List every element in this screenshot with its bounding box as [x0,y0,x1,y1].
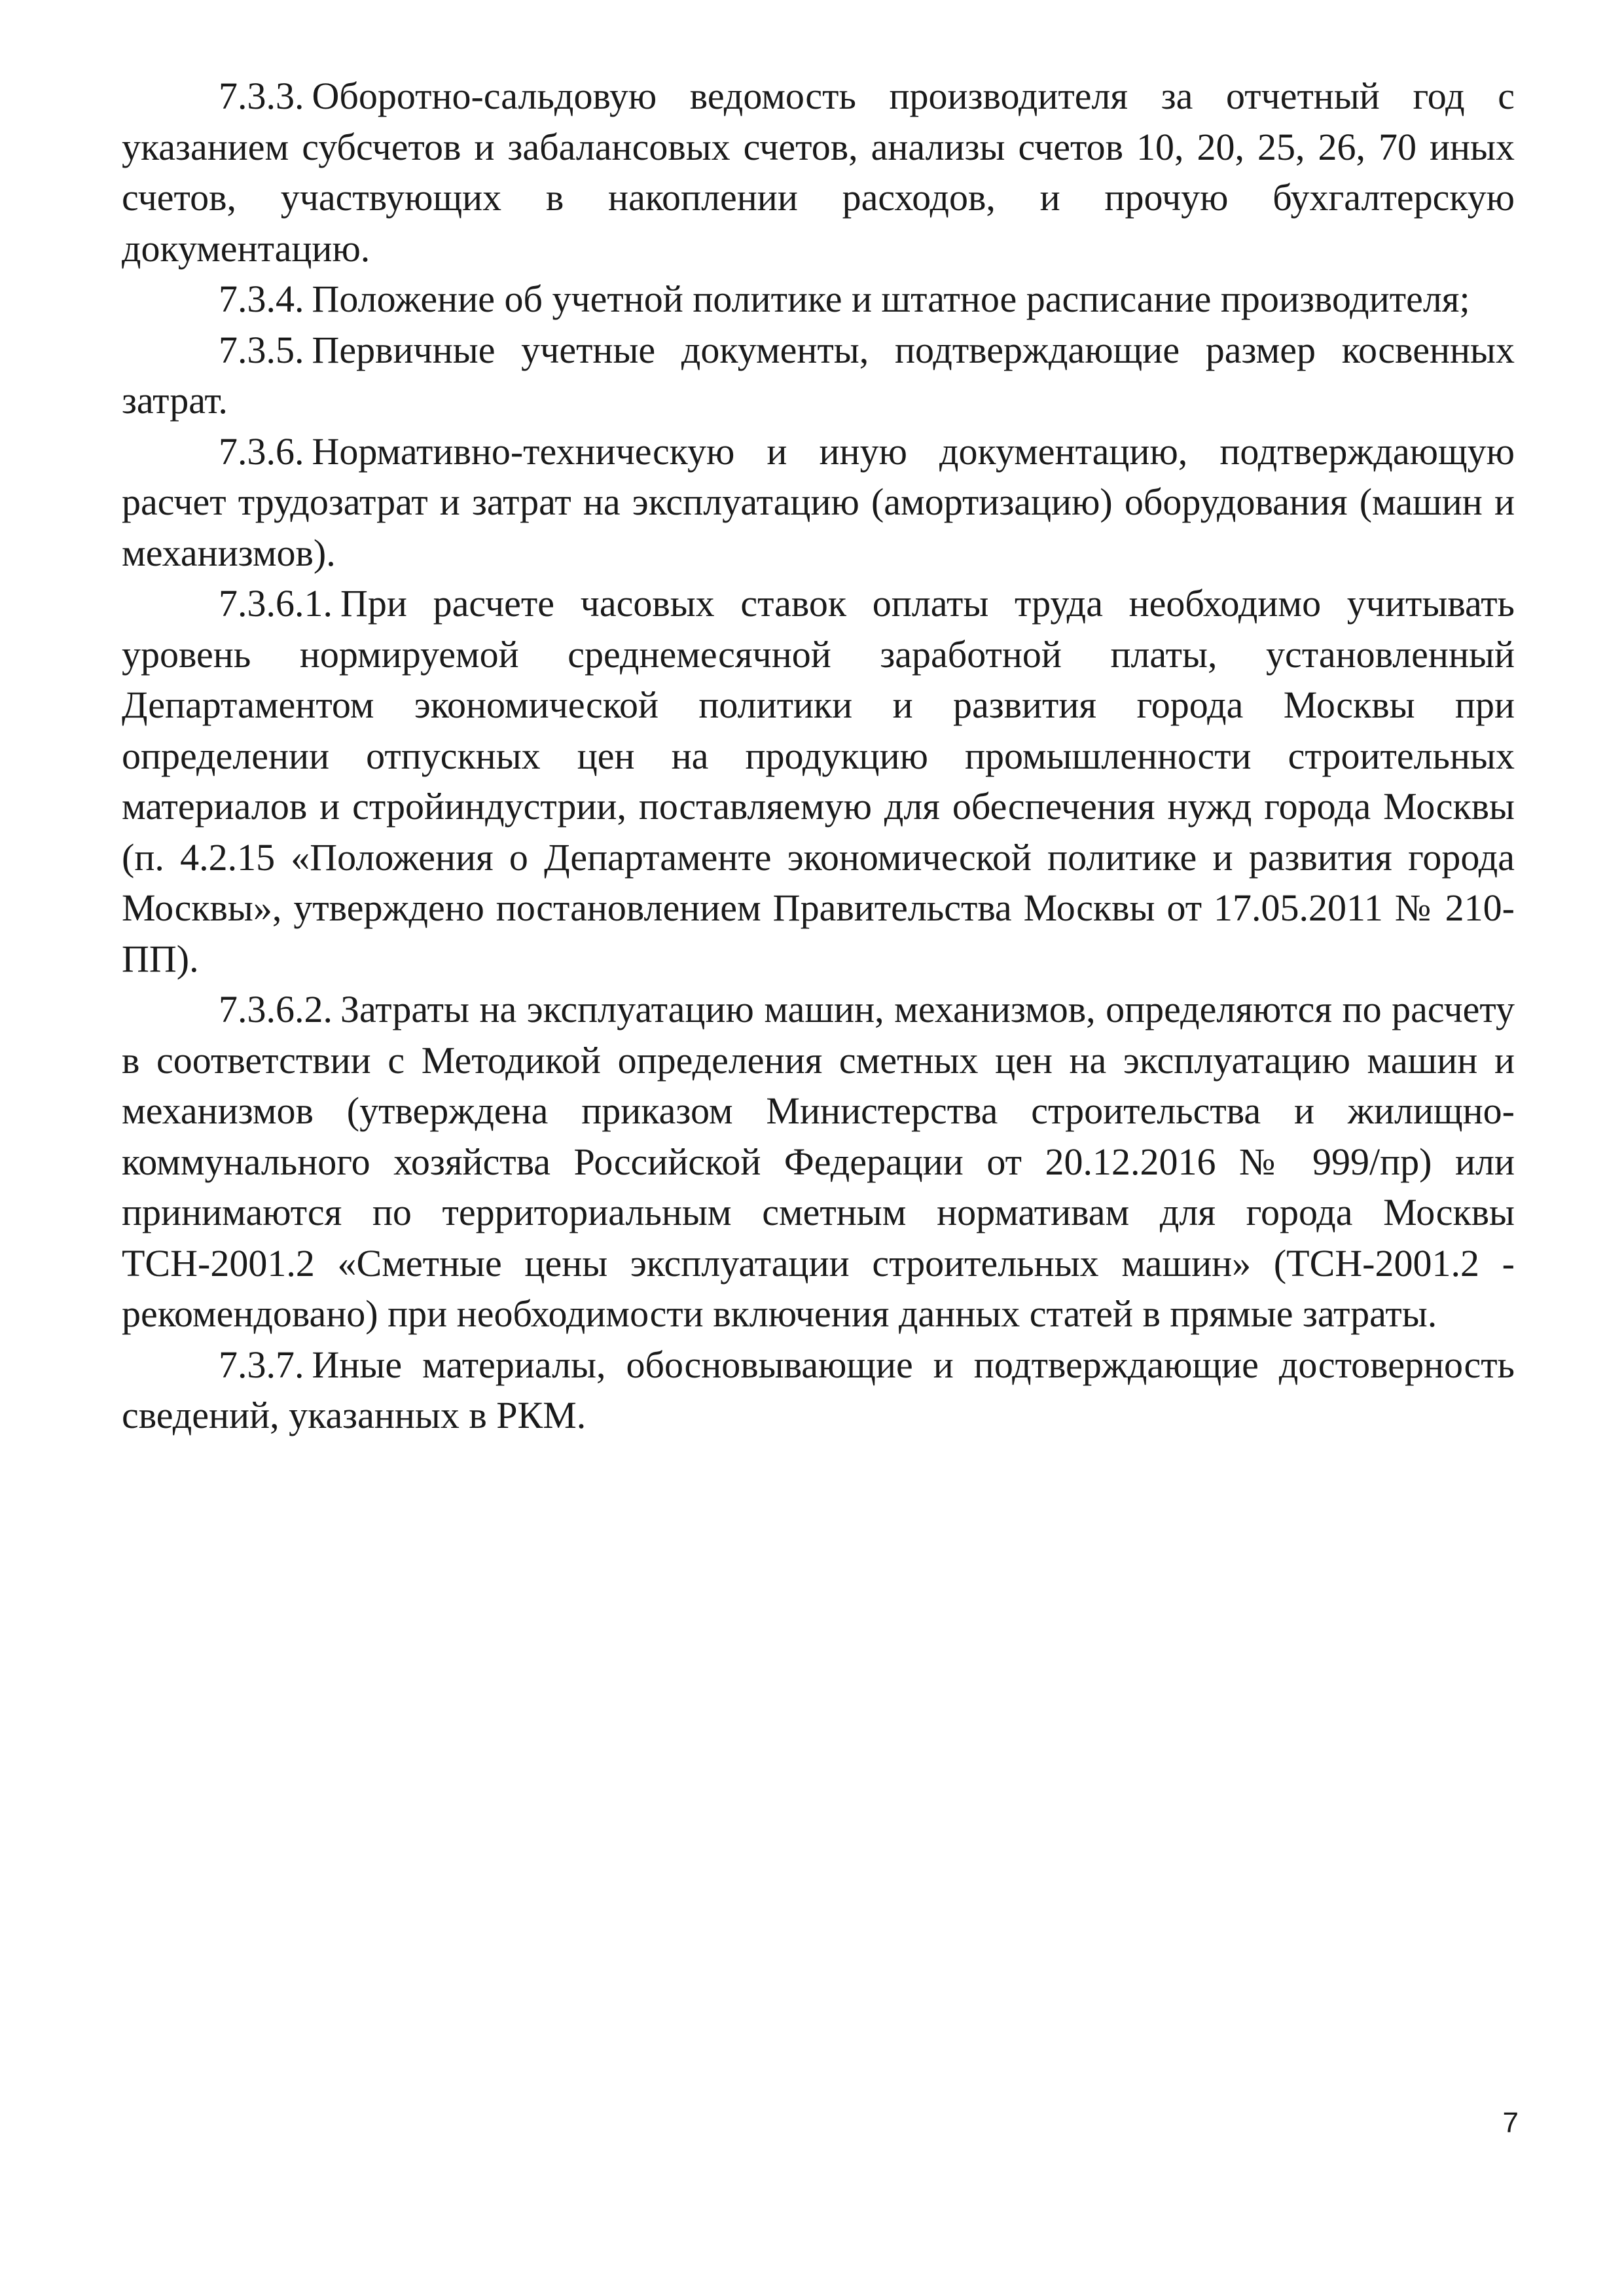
paragraph-text: Затраты на эксплуатацию машин, механизмов, определяются по расчету в соответствии с Методикой определения сметных цен на эксплуатацию машин и механизмов (утверждена приказом Министерства строительства и жилищно-коммунального хозяйства Российской Федерации от 20.12.2016 № 999/пр) или принимаются по территориальным сметным нормативам для города Москвы ТСН-2001.2 «Сметные цены эксплуатации строительных машин» (ТСН-2001.2 - рекомендовано) при необходимости включения данных статей в прямые затраты. [122,988,1515,1335]
paragraph-7-3-6 [122,426,1515,579]
document-body [122,71,1515,1441]
paragraph-number: 7.3.5. [219,328,304,371]
paragraph-number: 7.3.6. [219,429,304,473]
paragraph-number: 7.3.4. [219,278,304,320]
paragraph-text: Иные материалы, обосновывающие и подтверждающие достоверность сведений, указанных в РКМ. [122,1343,1515,1436]
page-number: 7 [1502,2107,1519,2139]
paragraph-7-3-6-1 [122,578,1515,984]
paragraph-7-3-6-2 [122,984,1515,1339]
paragraph-7-3-3 [122,71,1515,274]
paragraph-7-3-5 [122,325,1515,426]
paragraph-7-3-7 [122,1339,1515,1441]
paragraph-7-3-4 [122,274,1515,325]
paragraph-text: Первичные учетные документы, подтверждающие размер косвенных затрат. [122,328,1515,422]
paragraph-text: Нормативно-техническую и иную документацию, подтверждающую расчет трудозатрат и затрат на эксплуатацию (амортизацию) оборудования (машин и механизмов). [122,429,1515,574]
paragraph-text: При расчете часовых ставок оплаты труда необходимо учитывать уровень нормируемой среднемесячной заработной платы, установленный Департаментом экономической политики и развития города Москвы при определении отпускных цен на продукцию промышленности строительных материалов и стройиндустрии, поставляемую для обеспечения нужд города Москвы (п. 4.2.15 «Положения о Департаменте экономической политике и развития города Москвы», утверждено постановлением Правительства Москвы от 17.05.2011 № 210-ПП). [122,582,1515,980]
paragraph-number: 7.3.7. [219,1343,304,1386]
paragraph-number: 7.3.6.2. [219,988,333,1030]
paragraph-text: Оборотно-сальдовую ведомость производителя за отчетный год с указанием субсчетов и забалансовых счетов, анализы счетов 10, 20, 25, 26, 70 иных счетов, участвующих в накоплении расходов, и прочую бухгалтерскую документацию. [122,75,1515,270]
paragraph-number: 7.3.3. [219,75,304,117]
paragraph-text: Положение об учетной политике и штатное расписание производителя; [312,278,1470,320]
paragraph-number: 7.3.6.1. [219,582,333,625]
